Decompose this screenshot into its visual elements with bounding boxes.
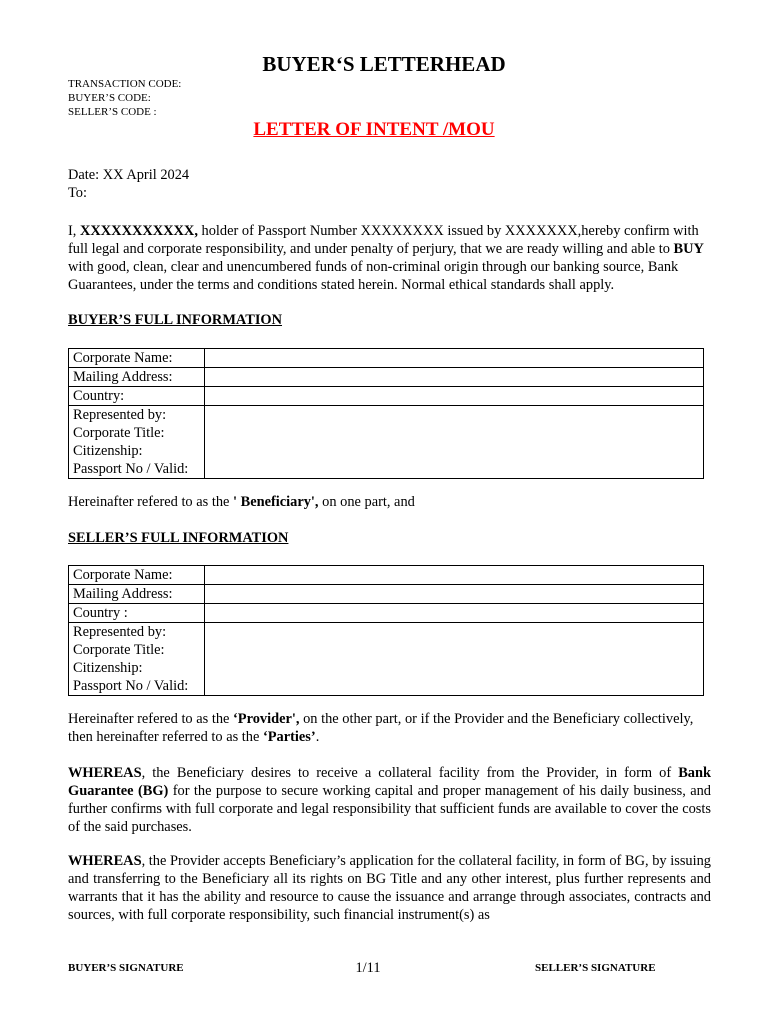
intro-buy: BUY	[673, 241, 704, 257]
whereas1-text-2: for the purpose to secure working capital and proper management of his daily business, and further confirms with full corporate and legal responsibility that sufficient funds are available to cover the costs of the said purchases.	[68, 783, 711, 835]
code-block	[68, 77, 181, 119]
whereas-keyword: WHEREAS	[68, 853, 142, 869]
intro-text-3: with good, clean, clear and unencumbered funds of non-criminal origin through our banking source, Bank Guarantees, under the terms and conditions stated herein. Normal ethical standards shall apply.	[68, 259, 679, 293]
table-row	[69, 406, 704, 479]
table-row	[69, 566, 704, 585]
intro-paragraph	[68, 222, 711, 294]
seller-mailing-address-field[interactable]	[205, 585, 704, 604]
seller-after-paragraph	[68, 710, 711, 746]
seller-country-field[interactable]	[205, 604, 704, 623]
whereas-paragraph-2	[68, 852, 711, 924]
buyer-country-label: Country:	[69, 387, 205, 406]
seller-passport-label: Passport No / Valid:	[73, 678, 189, 694]
buyer-representative-field[interactable]	[205, 406, 704, 479]
buyer-country-field[interactable]	[205, 387, 704, 406]
seller-code-label: SELLER’S CODE :	[68, 106, 157, 118]
buyer-code-label: BUYER’S CODE:	[68, 92, 151, 104]
seller-representative-labels	[69, 623, 205, 696]
seller-citizenship-label: Citizenship:	[73, 660, 143, 676]
whereas-paragraph-1	[68, 764, 711, 836]
seller-heading: SELLER’S FULL INFORMATION	[68, 530, 289, 546]
date-line: Date: XX April 2024	[68, 167, 190, 183]
buyer-after-paragraph	[68, 493, 711, 511]
intro-text-2: holder of Passport Number XXXXXXXX issued by XXXXXXX,hereby confirm with full legal and corporate responsibility, and under penalty of perjury, that we are ready willing and able to	[68, 223, 699, 257]
buyer-representative-labels	[69, 406, 205, 479]
provider-term: ‘Provider',	[233, 711, 300, 727]
buyer-mailing-address-label: Mailing Address:	[69, 368, 205, 387]
buyer-corporate-title-label: Corporate Title:	[73, 425, 165, 441]
parties-term: ‘Parties’	[262, 729, 316, 745]
to-line: To:	[68, 185, 87, 201]
buyer-represented-by-label: Represented by:	[73, 407, 167, 423]
buyer-passport-label: Passport No / Valid:	[73, 461, 189, 477]
seller-corporate-name-label: Corporate Name:	[69, 566, 205, 585]
buyer-mailing-address-field[interactable]	[205, 368, 704, 387]
whereas1-text-1: , the Beneficiary desires to receive a collateral facility from the Provider, in form of	[141, 765, 679, 781]
document-subtitle: LETTER OF INTENT /MOU	[253, 119, 495, 140]
intro-name: XXXXXXXXXXX,	[80, 223, 198, 239]
date-block	[68, 166, 711, 202]
seller-mailing-address-label: Mailing Address:	[69, 585, 205, 604]
page-number: 1/11	[355, 960, 381, 976]
buyer-info-table	[68, 348, 704, 479]
table-row	[69, 604, 704, 623]
seller-after-text-3: .	[315, 729, 320, 745]
seller-after-text-2: on the other part, or if the Provider and the Beneficiary collectively, then hereinafter referred to as the	[68, 711, 694, 745]
buyer-corporate-name-label: Corporate Name:	[69, 349, 205, 368]
seller-signature-label: SELLER’S SIGNATURE	[535, 962, 656, 974]
seller-corporate-title-label: Corporate Title:	[73, 642, 165, 658]
table-row	[69, 623, 704, 696]
table-row	[69, 368, 704, 387]
whereas2-text-1: , the Provider accepts Beneficiary’s application for the collateral facility, in form of BG, by issuing and transferring to the Beneficiary all its rights on BG Title and any other interest, plus further represents and warrants that it has the ability and resource to cause the issuance and arrange through associates, contracts and sources, with full corporate responsibility, such financial instrument(s) as	[68, 853, 711, 923]
buyer-heading: BUYER’S FULL INFORMATION	[68, 312, 283, 328]
seller-represented-by-label: Represented by:	[73, 624, 167, 640]
whereas-keyword: WHEREAS	[68, 765, 142, 781]
buyer-corporate-name-field[interactable]	[205, 349, 704, 368]
buyer-citizenship-label: Citizenship:	[73, 443, 143, 459]
table-row	[69, 349, 704, 368]
bank-guarantee-term: Bank Guarantee (BG)	[68, 765, 711, 799]
letterhead-title: BUYER‘S LETTERHEAD	[262, 52, 506, 76]
seller-corporate-name-field[interactable]	[205, 566, 704, 585]
intro-text-1: I,	[68, 223, 80, 239]
buyer-signature-label: BUYER’S SIGNATURE	[68, 962, 184, 974]
seller-after-text-1: Hereinafter refered to as the	[68, 711, 233, 727]
table-row	[69, 387, 704, 406]
beneficiary-term: ' Beneficiary',	[233, 494, 319, 510]
table-row	[69, 585, 704, 604]
buyer-after-text-2: on one part, and	[318, 494, 415, 510]
buyer-after-text-1: Hereinafter refered to as the	[68, 494, 233, 510]
transaction-code-label: TRANSACTION CODE:	[68, 78, 182, 90]
seller-country-label: Country :	[69, 604, 205, 623]
seller-info-table	[68, 565, 704, 696]
seller-representative-field[interactable]	[205, 623, 704, 696]
